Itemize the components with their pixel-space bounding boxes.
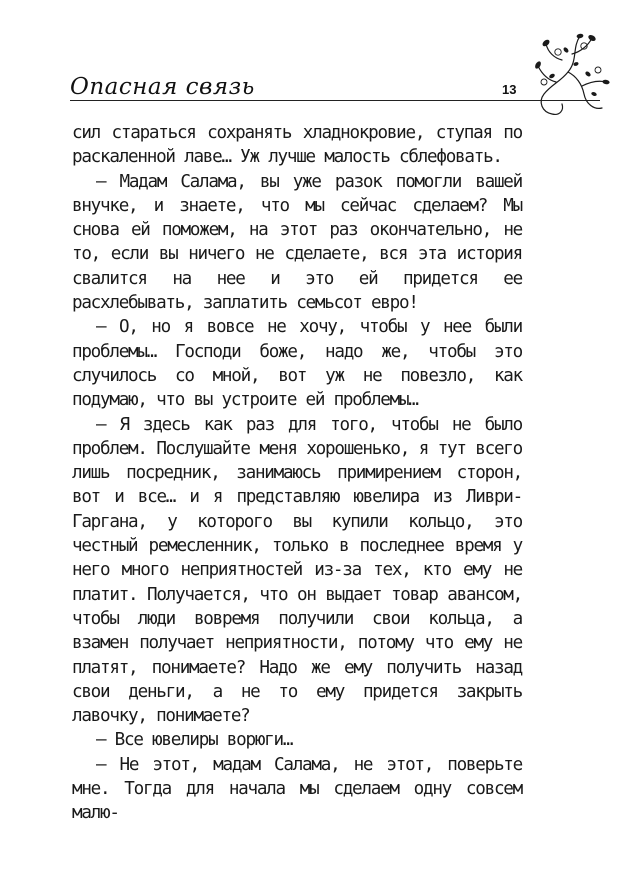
paragraph-3: — О, но я вовсе не хочу, чтобы у нее были проблемы… Господи боже, надо же, чтобы это случилось со мной, вот уж не повезло, как подумаю, что вы устроите ей проблемы…: [72, 317, 522, 411]
paragraph-6: — Не этот, мадам Салама, не этот, поверьте мне. Тогда для начала мы сделаем одну совсем малю-: [72, 754, 522, 824]
header-rule: [70, 100, 600, 101]
paragraph-5: — Все ювелиры ворюги…: [96, 730, 293, 751]
page-number: 13: [502, 82, 517, 97]
paragraph-1: сил стараться сохранять хладнокровие, ступая по раскаленной лаве… Уж лучше малость сблефовать.: [72, 123, 522, 168]
paragraph-4: — Я здесь как раз для того, чтобы не было проблем. Послушайте меня хорошенько, я тут всего лишь посредник, занимаюсь примирением сторон, вот и все… и я представляю ювелира из Ливри-Гаргана, у которого вы купили кольцо, это честный ремесленник, только в последнее время у него много неприятностей из-за тех, кто ему не платит. Получается, что он выдает товар авансом, чтобы люди вовремя получили свои кольца, а взамен получает неприятности, потому что ему не платят, понимаете? Надо же ему получить назад свои деньги, а не то ему придется закрыть лавочку, понимаете?: [72, 414, 522, 727]
floral-vine-ornament-icon: [522, 30, 610, 122]
running-title: Опасная связь: [70, 74, 255, 100]
paragraph-2: — Мадам Салама, вы уже разок помогли вашей внучке, и знаете, что мы сейчас сделаем? Мы снова ей поможем, на этот раз окончательно, не то, если вы ничего не сделаете, вся эта история свалится на нее и это ей придется ее расхлебывать, заплатить семьсот евро!: [72, 171, 522, 314]
body-text: [72, 121, 522, 826]
